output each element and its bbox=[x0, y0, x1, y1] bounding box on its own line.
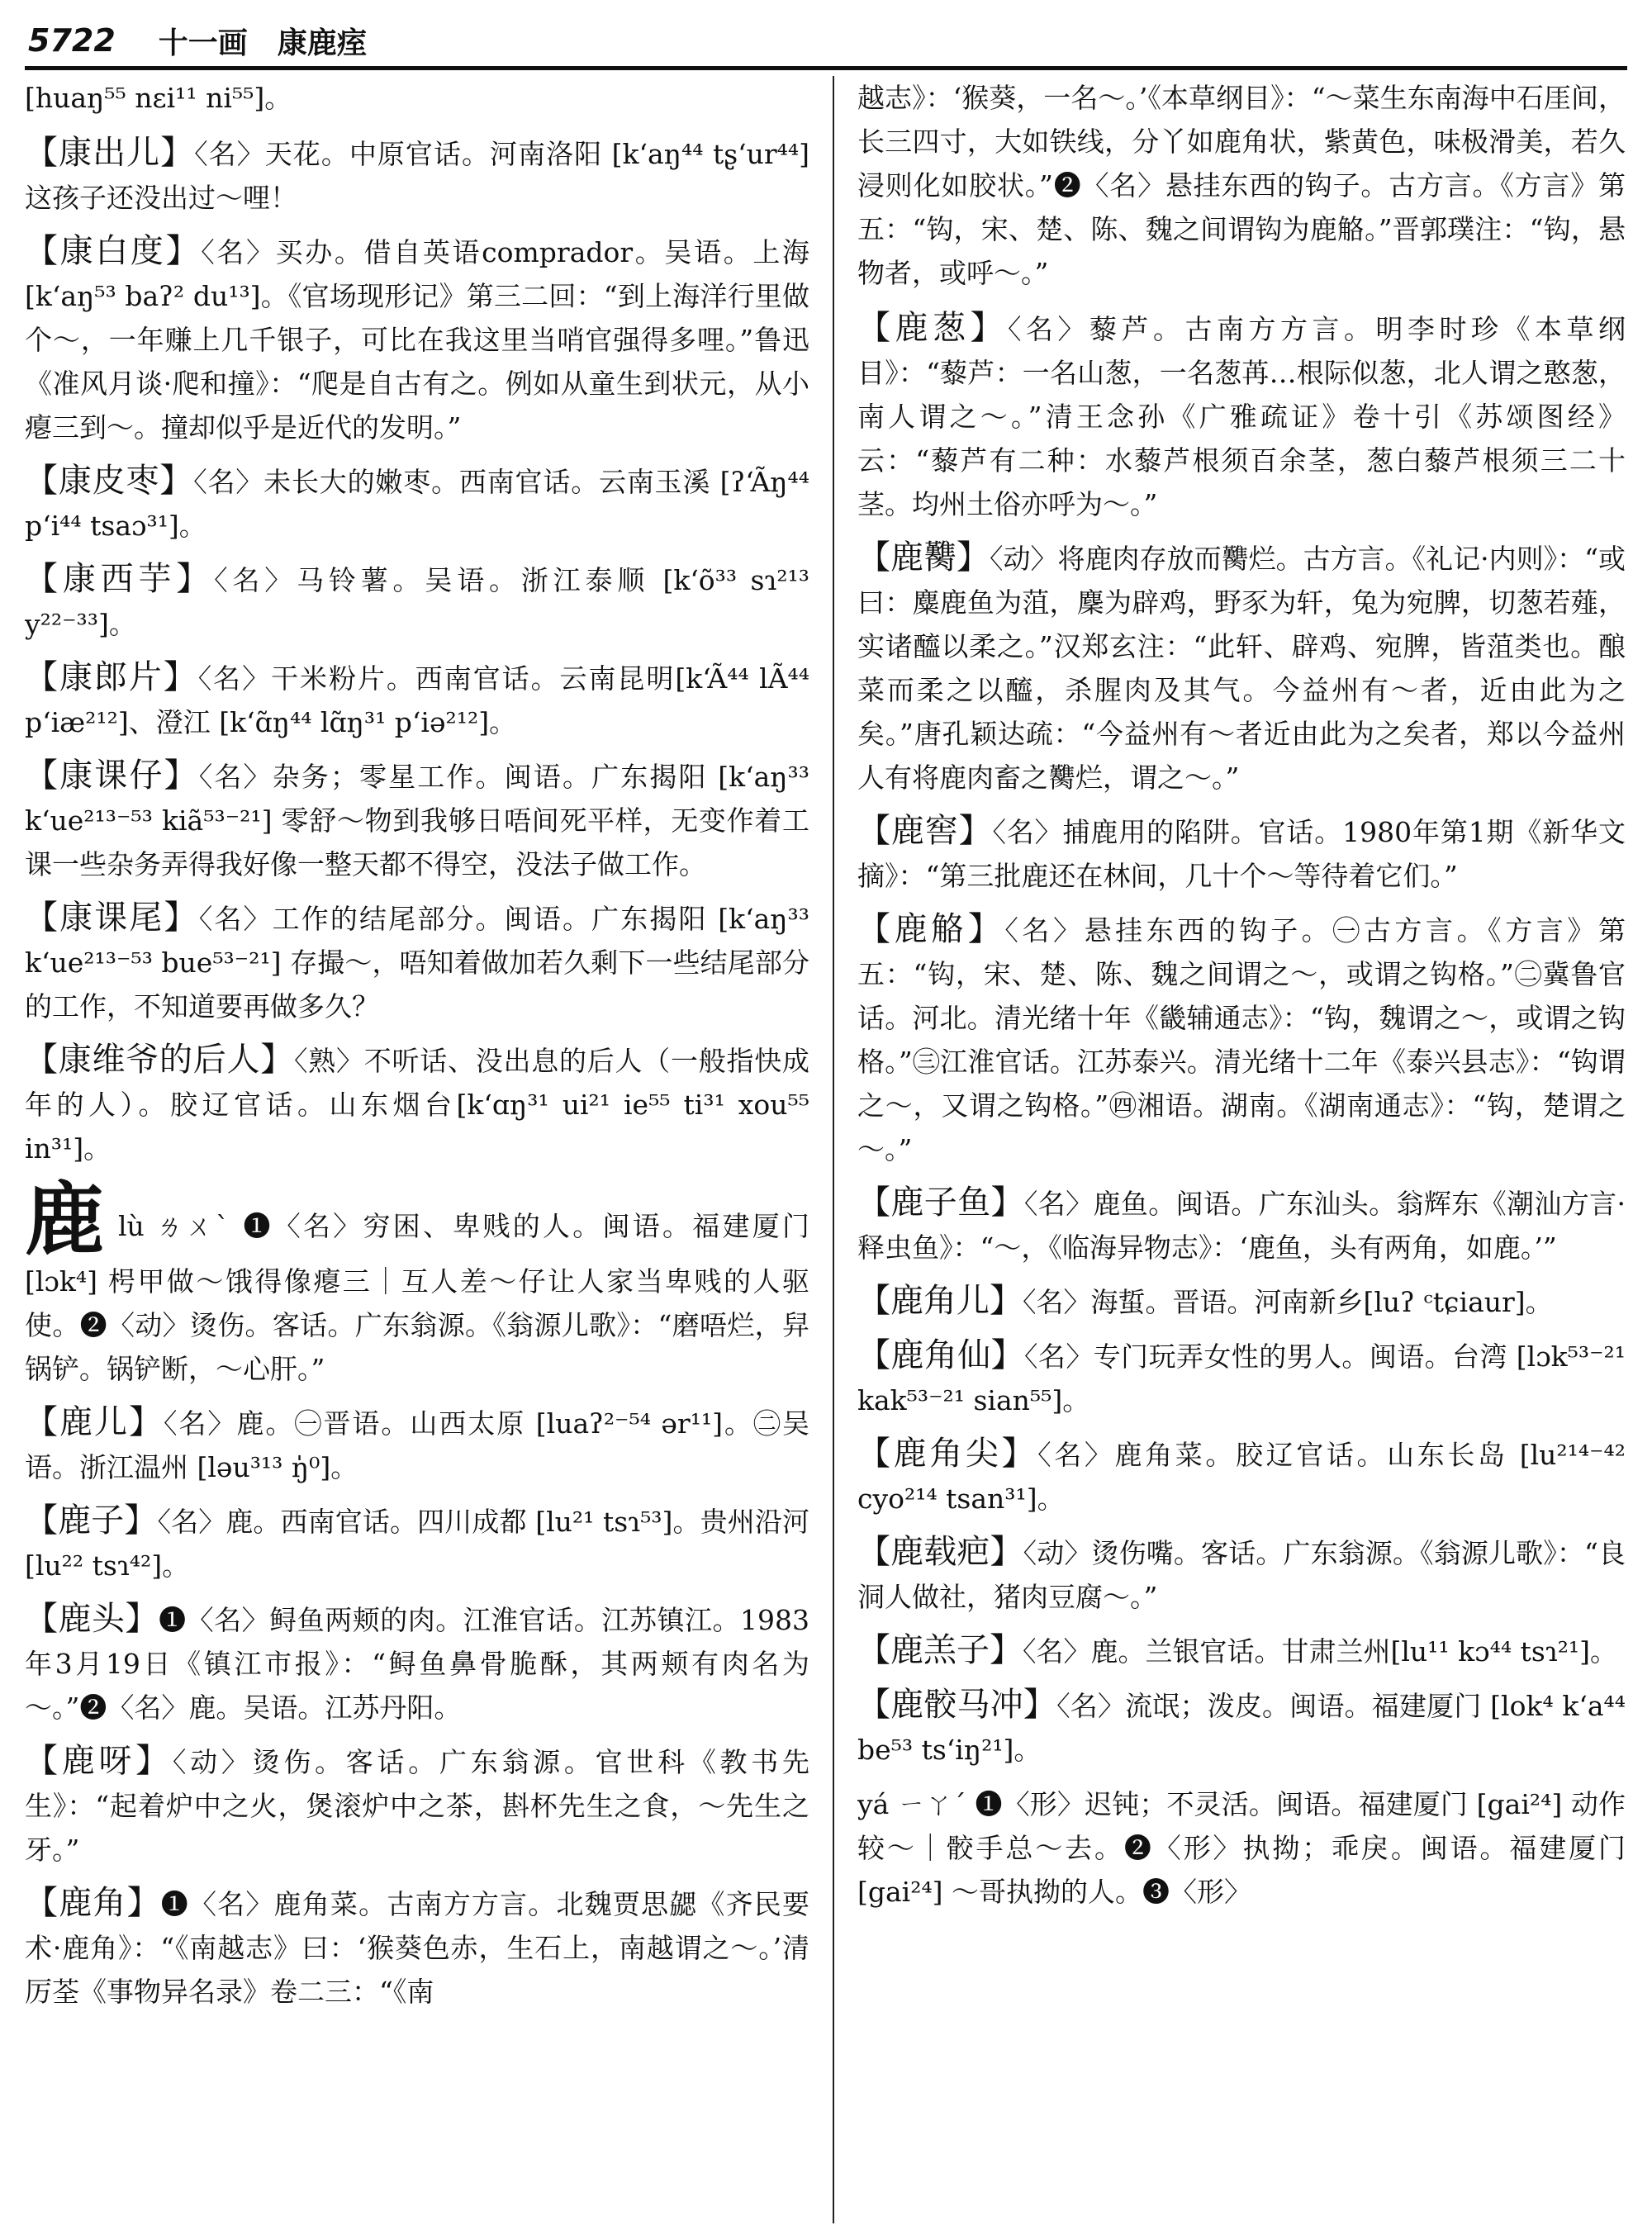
entry-text: 〈动〉将鹿肉存放而臡烂。古方言。《礼记·内则》：“或曰：麋鹿鱼为菹，麇为辟鸡，野豕为轩，兔为宛脾，切葱若薤，实诸醯以柔之。”汉郑玄注：“此轩、辟鸡、宛脾，皆菹类也。酿菜而柔之以醯，杀腥肉及其气。今益州有～者，近由此为之矣。”唐孔颖达疏：“今益州有～者近由此为之矣者，郑以今益州人有将鹿肉畜之臡烂，谓之～。” bbox=[857, 543, 1626, 794]
dictionary-entry bbox=[25, 1038, 809, 1170]
entry-text: 〈名〉鹿角菜。胶辽官话。山东长岛 [lu²¹⁴⁻⁴² cyo²¹⁴ tsan³¹]。 bbox=[857, 1439, 1626, 1515]
character-headword: 鹿 bbox=[25, 1173, 107, 1266]
entry-text: 〈名〉专门玩弄女性的男人。闽语。台湾 [lɔk⁵³⁻²¹ kak⁵³⁻²¹ sian⁵⁵]。 bbox=[857, 1340, 1626, 1416]
left-column bbox=[25, 76, 809, 2215]
entry-headword: 【鹿角仙】 bbox=[857, 1336, 1025, 1374]
entry-text: 〈名〉马铃薯。吴语。浙江泰顺 [k‘õ³³ sɿ²¹³ y²²⁻³³]。 bbox=[25, 564, 809, 640]
dictionary-entry bbox=[25, 896, 809, 1028]
entry-headword: 【康课尾】 bbox=[25, 899, 199, 937]
dictionary-entry bbox=[25, 1499, 809, 1587]
dictionary-entry bbox=[25, 754, 809, 886]
dictionary-entry bbox=[25, 558, 809, 646]
entry-text: 〈名〉杂务；零星工作。闽语。广东揭阳 [k‘aŋ³³ k‘ue²¹³⁻⁵³ kiã⁵³⁻²¹] 零舒～物到我够日唔间死平样，无变作着工课一些杂务弄得我好像一整天都不得空，没法子做工作。 bbox=[25, 761, 809, 880]
entry-headword: 【康出儿】 bbox=[25, 134, 195, 172]
dictionary-entry bbox=[857, 536, 1626, 799]
dictionary-entry bbox=[857, 1629, 1626, 1673]
entry-headword: 【鹿角】 bbox=[25, 1884, 161, 1922]
character-entry bbox=[25, 1173, 809, 1391]
dictionary-entry bbox=[857, 809, 1626, 898]
dictionary-entry bbox=[857, 1181, 1626, 1269]
entry-text: 〈名〉鹿。㊀晋语。山西太原 [luaʔ²⁻⁵⁴ ər¹¹]。㊁吴语。浙江温州 [ləu³¹³ ŋ̍⁰]。 bbox=[25, 1407, 809, 1483]
entry-text: 〈动〉烫伤嘴。客话。广东翁源。《翁源儿歌》：“良洞人做社，猪肉豆腐～。” bbox=[857, 1537, 1626, 1613]
entry-text: 〈名〉海蜇。晋语。河南新乡[luʔ ᶜtɕiaur]。 bbox=[1023, 1286, 1553, 1318]
entry-text: 〈名〉鹿鱼。闽语。广东汕头。翁辉东《潮汕方言·释虫鱼》：“～，《临海异物志》：‘鹿鱼，头有两角，如鹿。’” bbox=[857, 1188, 1626, 1264]
dictionary-entry bbox=[857, 306, 1626, 526]
entry-text: 〈熟〉不听话、没出息的后人（一般指快成年的人）。胶辽官话。山东烟台[k‘ɑŋ³¹ ui²¹ ie⁵⁵ ti³¹ xou⁵⁵ in³¹]。 bbox=[25, 1045, 809, 1165]
entry-text: ❶〈名〉鹿角菜。古南方方言。北魏贾思勰《齐民要术·鹿角》：“《南越志》曰：‘猴葵色赤，生石上，南越谓之～。’清厉荃《事物异名录》卷二三：“《南 bbox=[25, 1888, 809, 2008]
entry-headword: 【康白度】 bbox=[25, 232, 202, 270]
entry-text: 〈名〉流氓；泼皮。闽语。福建厦门 [lok⁴ k‘a⁴⁴ be⁵³ ts‘iŋ²¹]。 bbox=[857, 1690, 1626, 1766]
entry-headword: 【鹿骹马冲】 bbox=[857, 1686, 1057, 1724]
dictionary-entry bbox=[25, 1739, 809, 1872]
right-column bbox=[857, 76, 1626, 2215]
entry-text: 〈名〉买办。借自英语comprador。吴语。上海 [k‘aŋ⁵³ baʔ² du¹³]。《官场现形记》第三二回：“到上海洋行里做个～，一年赚上几千银子，可比在我这里当哨官强得多哩。”鲁迅《准风月谈·爬和撞》：“爬是自古有之。例如从童生到状元，从小瘪三到～。撞却似乎是近代的发明。” bbox=[25, 236, 809, 444]
entry-text: yá ㄧㄚˊ ❶〈形〉迟钝；不灵活。闽语。福建厦门 [gai²⁴] 动作较～｜骹手总～去。❷〈形〉执拗；乖戾。闽语。福建厦门 [gai²⁴] ～哥执拗的人。❸〈形〉 bbox=[857, 1788, 1626, 1908]
dictionary-entry bbox=[25, 1401, 809, 1489]
dictionary-entry bbox=[857, 1683, 1626, 1772]
entry-text: 〈名〉悬挂东西的钩子。㊀古方言。《方言》第五：“钩，宋、楚、陈、魏之间谓之～，或谓之钩格。”㊁冀鲁官话。河北。清光绪十年《畿辅通志》：“钩，魏谓之～，或谓之钩格。”㊂江淮官话。江苏泰兴。清光绪十二年《泰兴县志》：“钩谓之～，又谓之钩格。”㊃湘语。湖南。《湖南通志》：“钩，楚谓之～。” bbox=[857, 914, 1626, 1165]
entry-text: 〈名〉干米粉片。西南官话。云南昆明[k‘Ã⁴⁴ lÃ⁴⁴ p‘iæ²¹²]、澄江 [k‘ɑ̃ŋ⁴⁴ lɑ̃ŋ³¹ p‘iə²¹²]。 bbox=[25, 662, 809, 738]
dictionary-entry bbox=[25, 1597, 809, 1729]
header-rule bbox=[25, 66, 1627, 70]
entry-headword: 【鹿窖】 bbox=[857, 812, 993, 850]
entry-text: 〈名〉鹿。西南官话。四川成都 [lu²¹ tsɿ⁵³]。贵州沿河 [lu²² tsɿ⁴²]。 bbox=[25, 1506, 809, 1582]
dictionary-entry bbox=[857, 908, 1626, 1171]
entry-text: 〈名〉捕鹿用的陷阱。官话。1980年第1期《新华文摘》：“第三批鹿还在林间，几十个～等待着它们。” bbox=[857, 816, 1626, 892]
dictionary-entry bbox=[25, 459, 809, 548]
entry-text: lù ㄌㄨˋ ❶〈名〉穷困、卑贱的人。闽语。福建厦门 [lɔk⁴] 枵甲做～饿得像瘪三｜互人差～仔让人家当卑贱的人驱使。❷〈动〉烫伤。客话。广东翁源。《翁源儿歌》：“磨唔烂，舁锅铲。锅铲断，～心肝。” bbox=[25, 1210, 809, 1385]
entry-headword: 【鹿儿】 bbox=[25, 1403, 164, 1441]
dictionary-entry bbox=[25, 230, 809, 449]
entry-headword: 【康郎片】 bbox=[25, 658, 198, 696]
entry-headword: 【鹿载疤】 bbox=[857, 1533, 1023, 1571]
column-divider bbox=[833, 76, 834, 2223]
entry-text: 〈名〉天花。中原官话。河南洛阳 [k‘aŋ⁴⁴ tʂ‘ur⁴⁴] 这孩子还没出过～哩！ bbox=[25, 138, 809, 214]
entry-headword: 【鹿子】 bbox=[25, 1502, 158, 1540]
entry-headword: 【康西芋】 bbox=[25, 560, 215, 598]
page-header bbox=[28, 15, 1622, 66]
entry-headword: 【鹿角尖】 bbox=[857, 1435, 1038, 1473]
dictionary-entry bbox=[857, 1279, 1626, 1324]
entry-headword: 【鹿葱】 bbox=[857, 309, 1008, 347]
entry-headword: 【鹿子鱼】 bbox=[857, 1184, 1024, 1222]
entry-headword: 【鹿臡】 bbox=[857, 539, 990, 576]
entry-headword: 【鹿觡】 bbox=[857, 910, 1005, 948]
entry-headword: 【康皮枣】 bbox=[25, 462, 194, 500]
dictionary-entry bbox=[25, 1881, 809, 2014]
dictionary-entry bbox=[25, 656, 809, 744]
entry-headword: 【鹿角儿】 bbox=[857, 1282, 1023, 1320]
entry-headword: 【康课仔】 bbox=[25, 757, 199, 795]
entry-headword: 【康维爷的后人】 bbox=[25, 1041, 294, 1079]
continuation-text: 越志》：‘猴葵，一名～。’《本草纲目》：“～菜生东南海中石厓间，长三四寸，大如铁线，分丫如鹿角状，紫黄色，味极滑美，若久浸则化如胶状。”❷〈名〉悬挂东西的钩子。古方言。《方言》第五：“钩，宋、楚、陈、魏之间谓钩为鹿觡。”晋郭璞注：“钩，悬物者，或呼～。” bbox=[857, 82, 1626, 289]
section-title: 十一画 康鹿痓 bbox=[158, 26, 367, 60]
dictionary-entry bbox=[857, 1334, 1626, 1422]
dictionary-entry bbox=[25, 131, 809, 220]
dictionary-entry bbox=[857, 1782, 1626, 1914]
entry-text: 〈名〉鹿。兰银官话。甘肃兰州[lu¹¹ kɔ⁴⁴ tsɿ²¹]。 bbox=[1023, 1635, 1618, 1668]
entry-text: 〈名〉藜芦。古南方方言。明李时珍《本草纲目》：“藜芦：一名山葱，一名葱苒…根际似葱，北人谓之憨葱，南人谓之～。”清王念孙《广雅疏证》卷十引《苏颂图经》云：“藜芦有二种：水藜芦根须百余茎，葱白藜芦根须三二十茎。均州土俗亦呼为～。” bbox=[857, 313, 1626, 520]
page-number: 5722 bbox=[28, 22, 116, 59]
dictionary-entry bbox=[857, 1432, 1626, 1521]
entry-headword: 【鹿头】 bbox=[25, 1600, 159, 1638]
continuation-text: [huaŋ⁵⁵ nεi¹¹ ni⁵⁵]。 bbox=[25, 82, 292, 114]
entry-text: 〈名〉未长大的嫩枣。西南官话。云南玉溪 [ʔ‘Ãŋ⁴⁴ p‘i⁴⁴ tsaɔ³¹]。 bbox=[25, 466, 809, 542]
entry-headword: 【鹿羔子】 bbox=[857, 1631, 1023, 1669]
entry-text: 〈动〉烫伤。客话。广东翁源。官世科《教书先生》：“起着炉中之火，煲滚炉中之茶，斟杯先生之食，～先生之牙。” bbox=[25, 1746, 809, 1866]
dictionary-entry bbox=[857, 1530, 1626, 1619]
entry-headword: 【鹿呀】 bbox=[25, 1742, 173, 1780]
entry-text: 〈名〉工作的结尾部分。闽语。广东揭阳 [k‘aŋ³³ k‘ue²¹³⁻⁵³ bue⁵³⁻²¹] 存撮～，唔知着做加若久剩下一些结尾部分的工作，不知道要再做多久？ bbox=[25, 903, 809, 1022]
entry-text: ❶〈名〉鲟鱼两颊的肉。江淮官话。江苏镇江。1983年3月19日《镇江市报》：“鲟鱼鼻骨脆酥，其两颊有肉名为～。”❷〈名〉鹿。吴语。江苏丹阳。 bbox=[25, 1604, 809, 1724]
